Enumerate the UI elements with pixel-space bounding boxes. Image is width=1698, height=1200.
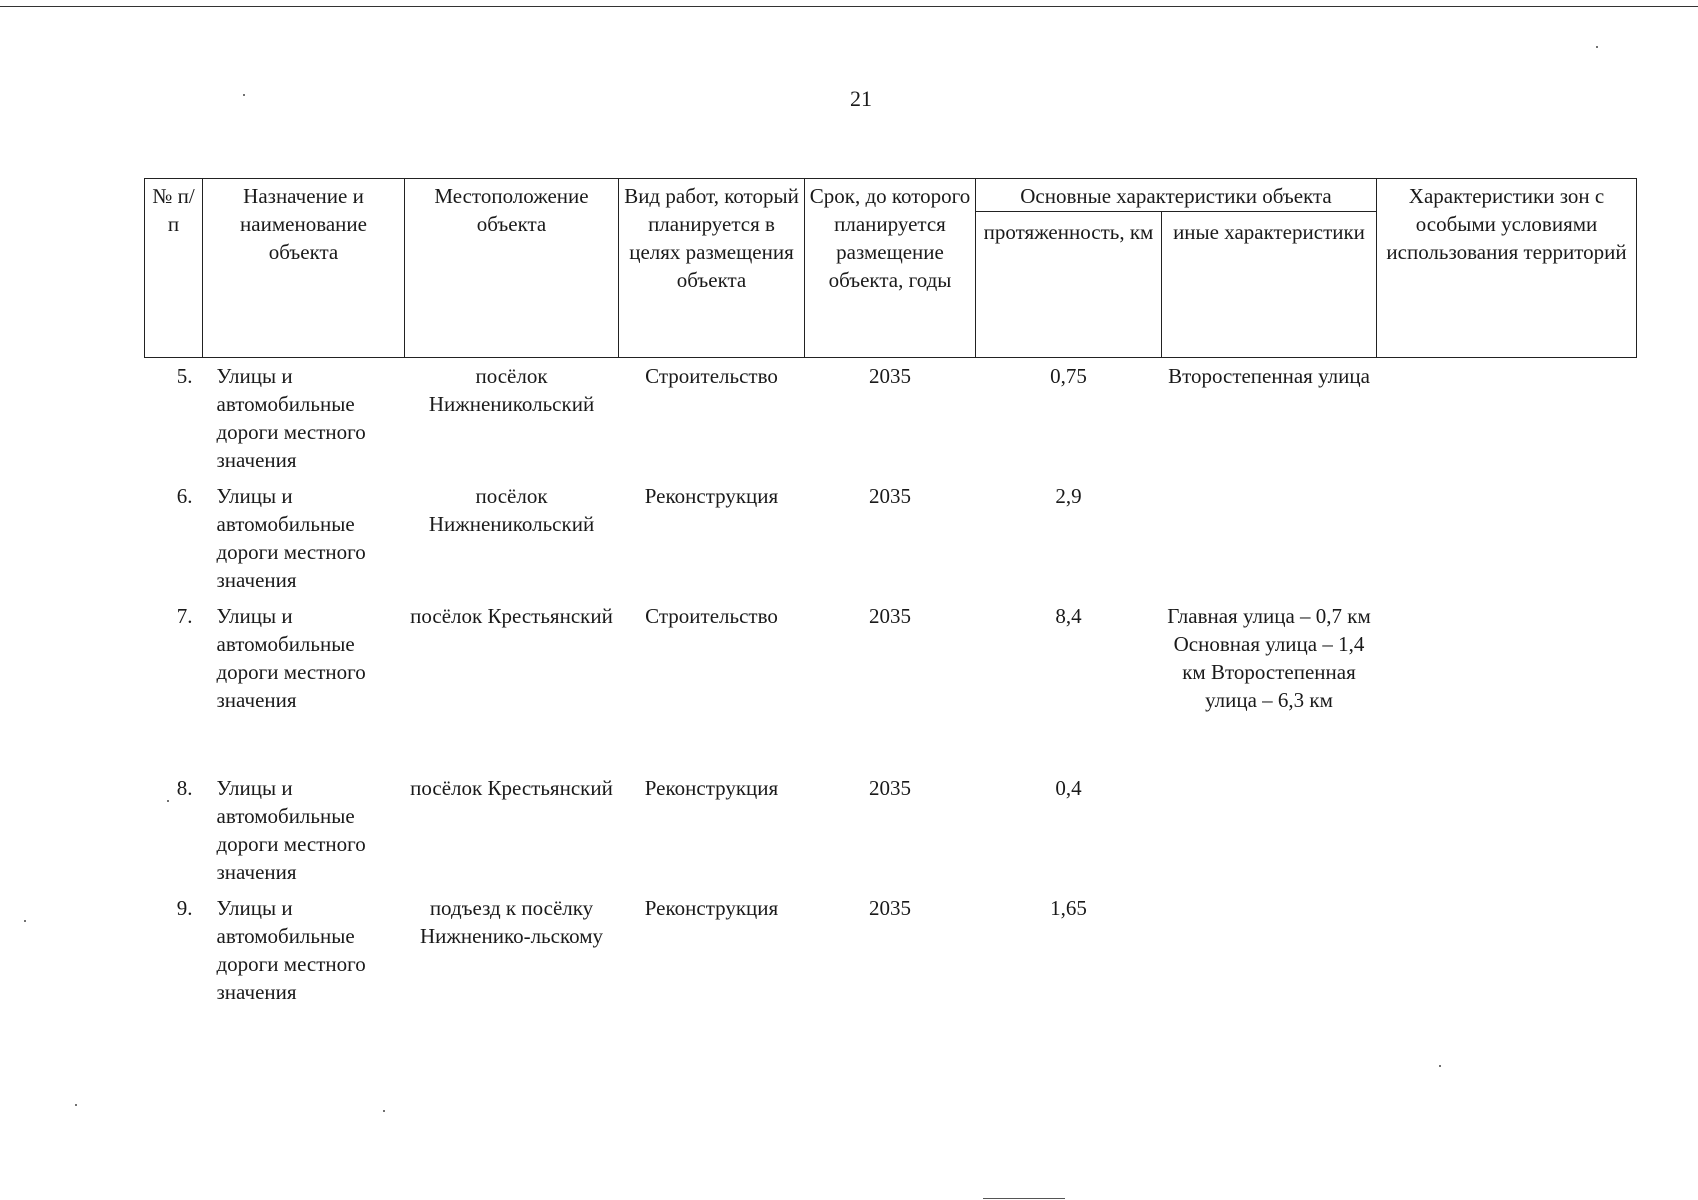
cell-name: Улицы и автомобильные дороги местного значения — [216, 364, 366, 472]
cell-name: Улицы и автомобильные дороги местного значения — [216, 776, 366, 884]
page-number: 21 — [850, 86, 872, 111]
table-row — [145, 598, 1637, 770]
cell-zones — [1377, 598, 1637, 770]
cell-num: 5. — [176, 364, 193, 388]
header-other: иные характеристики — [1162, 212, 1377, 358]
cell-other: Второстепенная улица — [1168, 364, 1370, 388]
cell-length: 8,4 — [1055, 604, 1082, 628]
cell-work-type: Реконструкция — [644, 896, 779, 920]
cell-other — [1162, 478, 1377, 598]
cell-term: 2035 — [869, 776, 911, 800]
cell-num: 6. — [176, 484, 193, 508]
header-main-characteristics: Основные характеристики объекта — [976, 179, 1377, 212]
header-length: протяженность, км — [976, 212, 1162, 358]
header-zones: Характеристики зон с особыми условиями использования территорий — [1377, 179, 1637, 358]
cell-name: Улицы и автомобильные дороги местного значения — [216, 604, 366, 712]
table-row — [145, 770, 1637, 890]
cell-term: 2035 — [869, 604, 911, 628]
scan-speck — [24, 920, 26, 922]
table-row — [145, 890, 1637, 1010]
cell-length: 1,65 — [1050, 896, 1087, 920]
table-row — [145, 478, 1637, 598]
cell-num: 9. — [176, 896, 193, 920]
header-num: № п/п — [145, 179, 203, 358]
cell-location: посёлок Крестьянский — [410, 776, 613, 800]
cell-length: 0,75 — [1050, 364, 1087, 388]
table-row — [145, 358, 1637, 479]
cell-term: 2035 — [869, 364, 911, 388]
top-border-line — [0, 6, 1698, 7]
scan-speck — [383, 1110, 385, 1112]
header-location: Местоположение объекта — [405, 179, 619, 358]
header-name: Назначение и наименование объекта — [203, 179, 405, 358]
cell-term: 2035 — [869, 896, 911, 920]
cell-zones — [1377, 890, 1637, 1010]
cell-location: посёлок Нижненикольский — [428, 484, 595, 536]
cell-num: 8. — [176, 776, 193, 800]
cell-work-type: Реконструкция — [644, 776, 779, 800]
cell-work-type: Строительство — [645, 364, 778, 388]
bottom-scan-line — [983, 1198, 1065, 1199]
objects-table — [144, 178, 1637, 1010]
cell-other — [1162, 770, 1377, 890]
scan-speck — [243, 94, 245, 96]
cell-work-type: Строительство — [645, 604, 778, 628]
cell-term: 2035 — [869, 484, 911, 508]
cell-length: 2,9 — [1055, 484, 1082, 508]
scan-speck — [1439, 1065, 1441, 1067]
cell-name: Улицы и автомобильные дороги местного значения — [216, 484, 366, 592]
cell-zones — [1377, 770, 1637, 890]
cell-name: Улицы и автомобильные дороги местного значения — [216, 896, 366, 1004]
header-term: Срок, до которого планируется размещение объекта, годы — [805, 179, 976, 358]
cell-location: посёлок Нижненикольский — [428, 364, 595, 416]
cell-other — [1162, 890, 1377, 1010]
scan-speck — [1596, 46, 1598, 48]
cell-length: 0,4 — [1055, 776, 1082, 800]
header-work-type: Вид работ, который планируется в целях размещения объекта — [619, 179, 805, 358]
scan-speck — [75, 1104, 77, 1106]
cell-location: посёлок Крестьянский — [410, 604, 613, 628]
cell-work-type: Реконструкция — [644, 484, 779, 508]
cell-num: 7. — [176, 604, 193, 628]
cell-other: Главная улица – 0,7 км Основная улица – 1,4 км Второстепенная улица – 6,3 км — [1167, 604, 1371, 712]
cell-zones — [1377, 478, 1637, 598]
cell-location: подъезд к посёлку Нижненико-льскому — [420, 896, 603, 948]
cell-zones — [1377, 358, 1637, 479]
